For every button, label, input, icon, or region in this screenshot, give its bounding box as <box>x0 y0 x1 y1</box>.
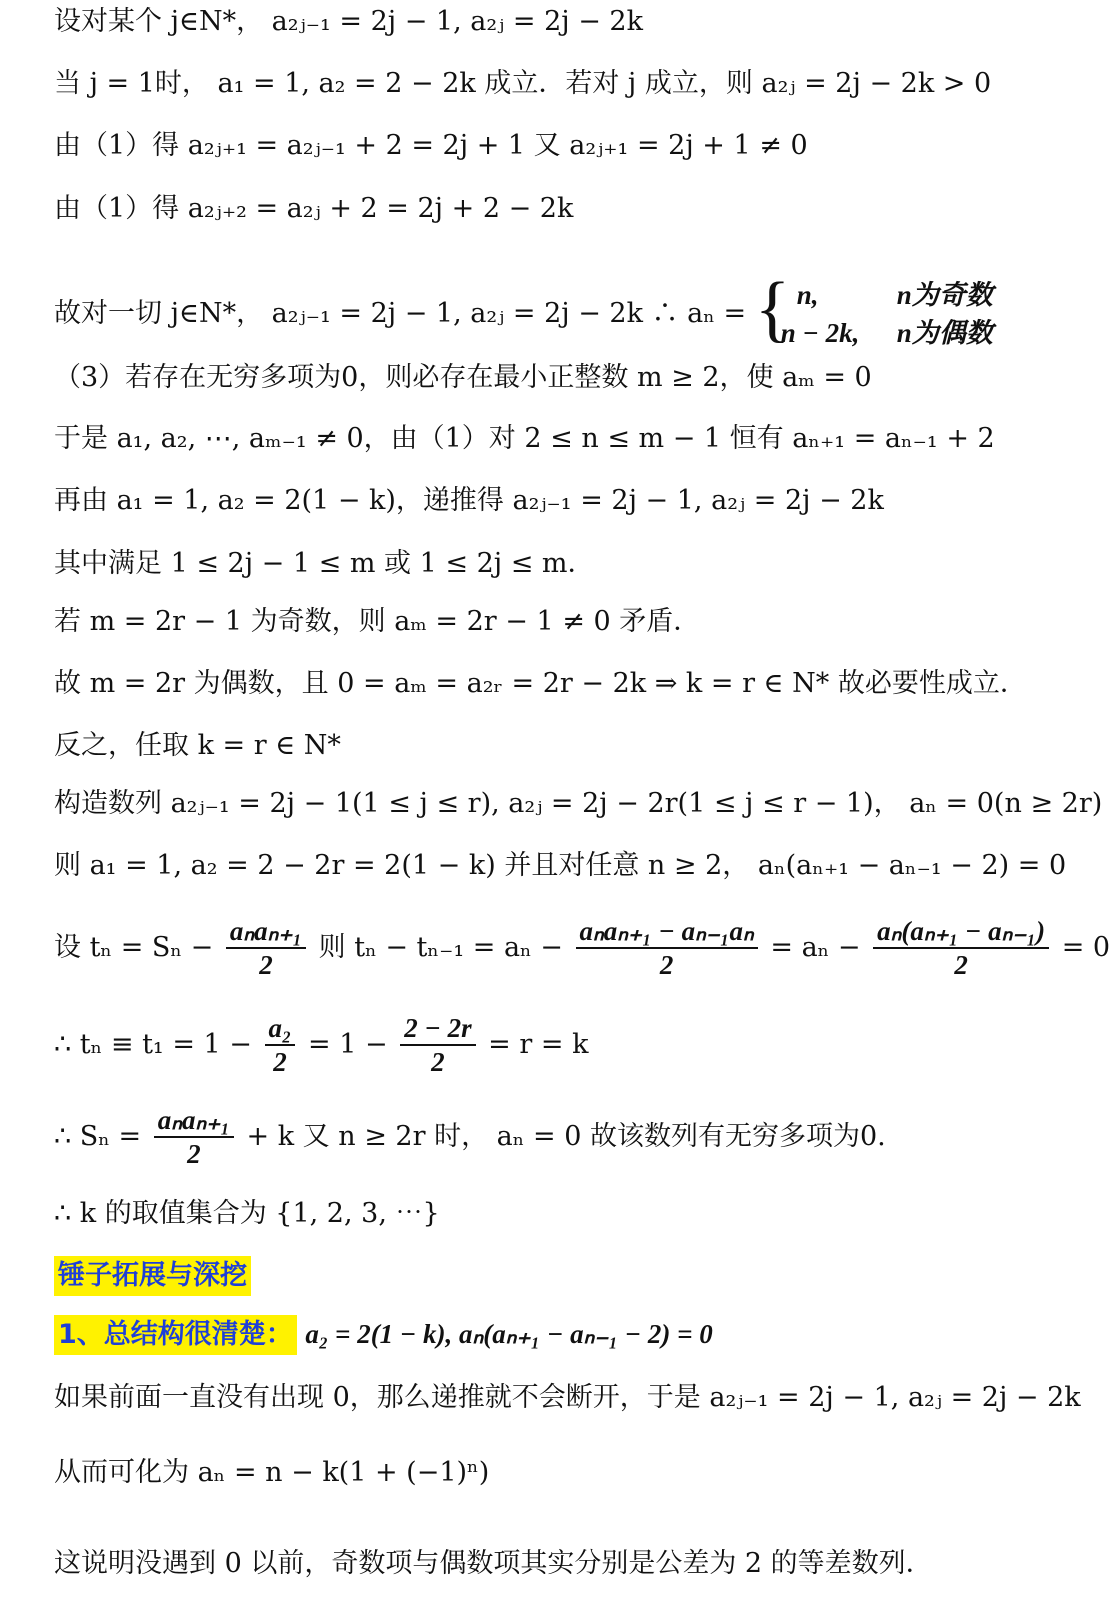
text-line-7: 再由 a₁ = 1, a₂ = 2(1 − k)，递推得 a₂ⱼ₋₁ = 2j − 1, a₂ⱼ = 2j − 2k <box>54 485 884 516</box>
fraction: $\frac{\text{aₙaₙ₊₁ − aₙ₋₁aₙ}}{2}$ <box>576 915 758 981</box>
text-line-fraction-t: 设 tₙ = Sₙ − $\frac{\text{aₙaₙ₊₁}}{2}$ 则 tₙ − tₙ₋₁ = aₙ − $\frac{\text{aₙaₙ₊₁ − aₙ₋₁aₙ}}{2}$ = aₙ − $\frac{\text{aₙ(aₙ₊₁ − aₙ₋₁)}}{2}$ = 0 <box>54 916 1110 980</box>
text-line-8: 其中满足 1 ≤ 2j − 1 ≤ m 或 1 ≤ 2j ≤ m． <box>54 548 595 579</box>
fraction: $\frac{\text{aₙaₙ₊₁}}{2}$ <box>226 915 306 981</box>
text-line-17: ∴ k 的取值集合为 {1, 2, 3, ⋯} <box>54 1198 440 1229</box>
fraction: $\frac{\text{aₙaₙ₊₁}}{2}$ <box>154 1104 234 1170</box>
text-line-13: 则 a₁ = 1, a₂ = 2 − 2r = 2(1 − k) 并且对任意 n ≥ 2， aₙ(aₙ₊₁ − aₙ₋₁ − 2) = 0 <box>54 850 1067 881</box>
text-line-10: 故 m = 2r 为偶数，且 0 = aₘ = a₂ᵣ = 2r − 2k ⇒ k = r ∈ N* 故必要性成立． <box>54 668 1027 699</box>
piecewise-cases: { n, n为奇数 n − 2k, n为偶数 <box>754 268 993 350</box>
text-line-20: 这说明没遇到 0 以前，奇数项与偶数项其实分别是公差为 2 的等差数列． <box>54 1548 933 1579</box>
summary-line: 1、总结构很清楚： a₂ = 2(1 − k), aₙ(aₙ₊₁ − aₙ₋₁ − 2) = 0 <box>54 1315 713 1355</box>
text-line-5: （3）若存在无穷多项为0，则必存在最小正整数 m ≥ 2，使 aₘ = 0 <box>54 362 872 393</box>
text-line-11: 反之，任取 k = r ∈ N* <box>54 730 341 761</box>
text-line-2: 当 j = 1时， a₁ = 1, a₂ = 2 − 2k 成立．若对 j 成立，则 a₂ⱼ = 2j − 2k > 0 <box>54 68 992 99</box>
left-brace-icon: { <box>754 268 791 350</box>
text-line-fraction-s: ∴ Sₙ = $\frac{\text{aₙaₙ₊₁}}{2}$ + k 又 n ≥ 2r 时， aₙ = 0 故该数列有无穷多项为0. <box>54 1105 886 1169</box>
fraction: $\frac{2 - 2r}{2}$ <box>400 1012 475 1078</box>
text-line-3: 由（1）得 a₂ⱼ₊₁ = a₂ⱼ₋₁ + 2 = 2j + 1 又 a₂ⱼ₊₁ = 2j + 1 ≠ 0 <box>54 130 808 161</box>
fraction: $\frac{\text{a₂}}{2}$ <box>265 1012 296 1078</box>
text-line-6: 于是 a₁, a₂, ⋯, aₘ₋₁ ≠ 0，由（1）对 2 ≤ n ≤ m − 1 恒有 aₙ₊₁ = aₙ₋₁ + 2 <box>54 423 995 454</box>
section-heading: 锤子拓展与深挖 <box>54 1256 251 1296</box>
text-line-piecewise: 故对一切 j∈N*， a₂ⱼ₋₁ = 2j − 1, a₂ⱼ = 2j − 2k ∴ aₙ = { n, n为奇数 n − 2k, n为偶数 <box>54 268 993 350</box>
text-line-12: 构造数列 a₂ⱼ₋₁ = 2j − 1(1 ≤ j ≤ r), a₂ⱼ = 2j − 2r(1 ≤ j ≤ r − 1)， aₙ = 0(n ≥ 2r) <box>54 788 1103 819</box>
summary-label: 1、总结构很清楚： <box>54 1315 297 1355</box>
text-line-18: 如果前面一直没有出现 0，那么递推就不会断开，于是 a₂ⱼ₋₁ = 2j − 1, a₂ⱼ = 2j − 2k <box>54 1382 1081 1413</box>
fraction: $\frac{\text{aₙ(aₙ₊₁ − aₙ₋₁)}}{2}$ <box>873 915 1049 981</box>
text-line-9: 若 m = 2r − 1 为奇数，则 aₘ = 2r − 1 ≠ 0 矛盾． <box>54 606 701 637</box>
text-line-4: 由（1）得 a₂ⱼ₊₂ = a₂ⱼ + 2 = 2j + 2 − 2k <box>54 193 574 224</box>
text-line-fraction-t1: ∴ tₙ ≡ t₁ = 1 − $\frac{\text{a₂}}{2}$ = 1 − $\frac{2 - 2r}{2}$ = r = k <box>54 1013 589 1077</box>
text-line-19: 从而可化为 aₙ = n − k(1 + (−1)ⁿ) <box>54 1457 490 1488</box>
text-line-1: 设对某个 j∈N*， a₂ⱼ₋₁ = 2j − 1, a₂ⱼ = 2j − 2k <box>54 6 643 37</box>
